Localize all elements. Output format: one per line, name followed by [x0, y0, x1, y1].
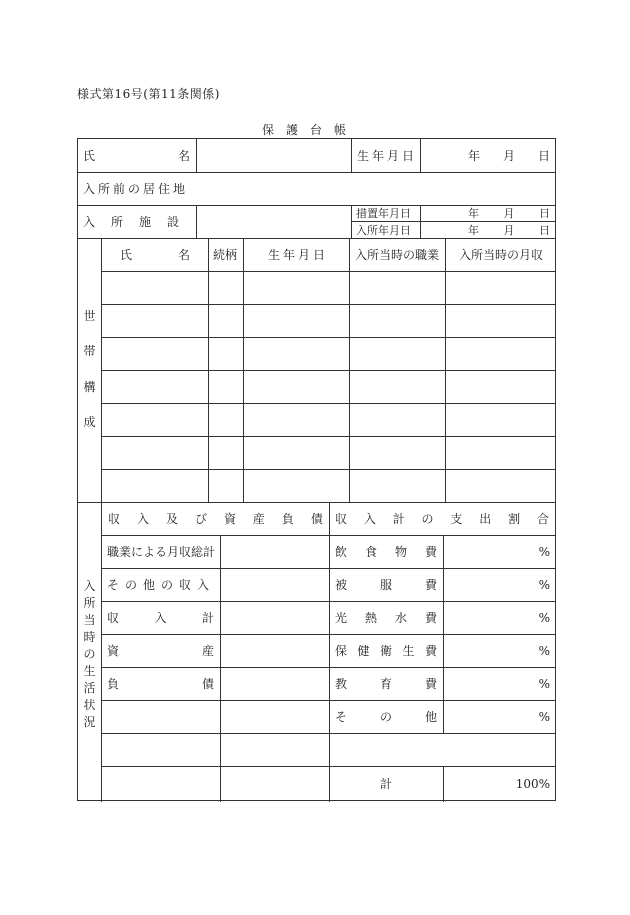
total-label: 計 — [380, 777, 393, 791]
row-divider — [101, 733, 555, 734]
measure-date-label: 措置年月日 — [356, 207, 411, 220]
row-divider — [78, 238, 555, 239]
percent-sign: % — [538, 677, 550, 691]
col-header-name: 氏 名 — [120, 248, 190, 262]
expense-item-food: 飲 食 物 費 — [335, 545, 437, 559]
col-divider — [101, 502, 102, 802]
income-header: 収 入 及 び 資 産 負 債 — [108, 512, 323, 526]
name-label: 氏 名 — [83, 149, 190, 163]
expense-item-clothing: 被 服 費 — [335, 578, 437, 592]
row-divider — [78, 205, 555, 206]
income-item-total: 収 入 計 — [107, 611, 214, 625]
row-divider — [101, 337, 555, 338]
row-divider — [101, 601, 555, 602]
row-divider — [101, 436, 555, 437]
percent-sign: % — [538, 710, 550, 724]
col-divider — [420, 139, 421, 172]
expense-item-utilities: 光 熱 水 費 — [335, 611, 437, 625]
row-divider — [101, 568, 555, 569]
expense-header: 収 入 計 の 支 出 割 合 — [335, 512, 549, 526]
percent-sign: % — [538, 578, 550, 592]
col-header-birthdate: 生年月日 — [268, 248, 329, 262]
expense-item-education: 教 育 費 — [335, 677, 437, 691]
row-divider — [78, 172, 555, 173]
col-divider — [220, 535, 221, 802]
row-divider — [101, 304, 555, 305]
row-divider — [101, 403, 555, 404]
birthdate-label: 生年月日 — [357, 149, 418, 163]
row-divider — [351, 221, 555, 222]
row-divider — [101, 271, 555, 272]
row-divider — [101, 469, 555, 470]
admission-date-label: 入所年月日 — [356, 224, 411, 237]
form-number-label: 様式第16号(第11条関係) — [77, 87, 220, 101]
percent-sign: % — [538, 611, 550, 625]
col-divider — [351, 139, 352, 172]
measure-date-units: 年 月 日 — [468, 207, 550, 220]
col-divider — [420, 205, 421, 238]
percent-sign: % — [538, 545, 550, 559]
col-divider — [351, 205, 352, 238]
income-item-liabilities: 負 債 — [107, 677, 214, 691]
row-divider — [101, 370, 555, 371]
expense-item-health: 保 健 衛 生 費 — [335, 644, 437, 658]
col-divider — [196, 205, 197, 238]
col-divider — [443, 766, 444, 802]
household-side-label: 世 帯 構 成 — [83, 309, 96, 429]
row-divider — [101, 634, 555, 635]
row-divider — [101, 766, 555, 767]
row-divider — [101, 535, 555, 536]
facility-label: 入所施設 — [83, 215, 196, 229]
row-divider — [78, 502, 555, 503]
income-item-assets: 資 産 — [107, 644, 214, 658]
protection-ledger-table — [77, 138, 556, 801]
admission-date-units: 年 月 日 — [468, 224, 550, 237]
row-divider — [101, 700, 555, 701]
living-side-label: 入 所 当 時 の 生 活 状 況 — [83, 579, 96, 729]
document-title: 保護台帳 — [262, 123, 359, 137]
birthdate-units: 年 月 日 — [468, 149, 550, 163]
col-header-income: 入所当時の月収 — [459, 248, 544, 262]
total-value: 100% — [515, 777, 550, 791]
row-divider — [101, 667, 555, 668]
col-header-relation: 続柄 — [213, 248, 238, 262]
col-header-occupation: 入所当時の職業 — [355, 248, 440, 262]
income-item-occupation: 職業による月収総計 — [107, 545, 216, 559]
income-item-other: その他の収入 — [107, 578, 216, 592]
col-divider — [329, 502, 330, 802]
expense-item-other: そ の 他 — [335, 710, 437, 724]
percent-sign: % — [538, 644, 550, 658]
col-divider — [196, 139, 197, 172]
prior-address-label: 入所前の居住地 — [83, 182, 189, 196]
